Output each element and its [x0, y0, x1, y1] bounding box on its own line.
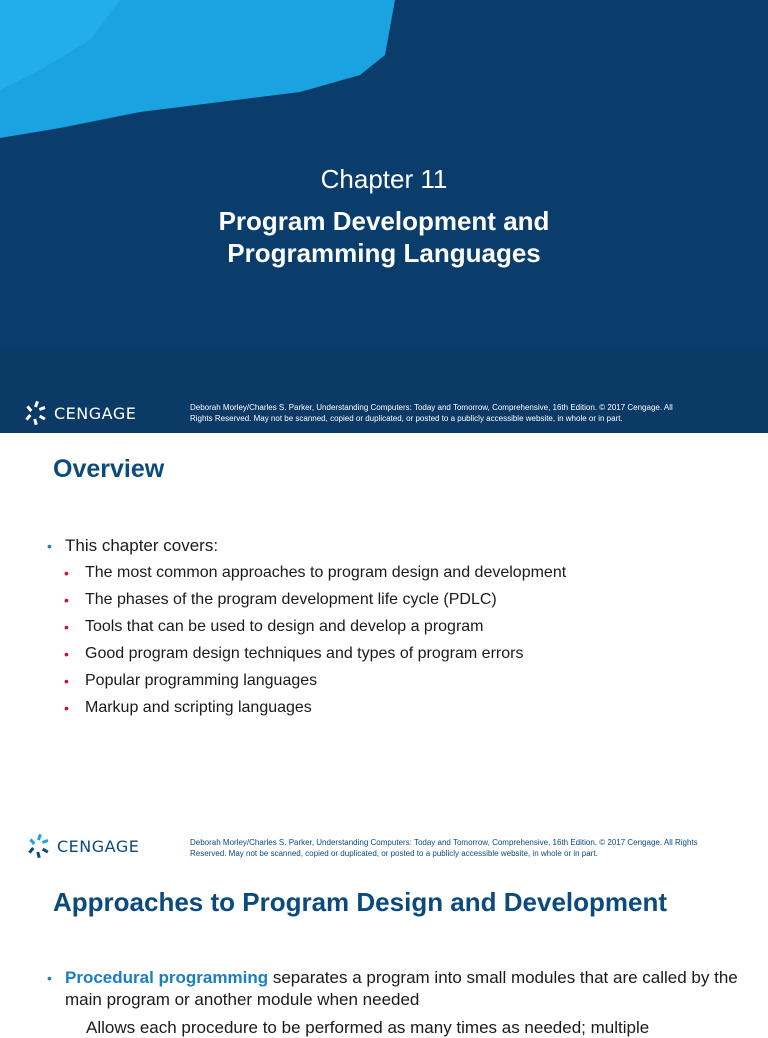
approaches-slide [0, 866, 768, 1037]
cengage-logo [26, 401, 136, 425]
procedural-description: separates a program into small modules that are called by the main program or another module when needed [65, 968, 738, 1009]
logo-wordmark: CENGAGE [57, 836, 140, 856]
logo-wordmark: CENGAGE [54, 403, 137, 423]
list-item: • Popular programming languages [64, 671, 566, 698]
bullet-icon: • [64, 673, 69, 689]
list-item [47, 967, 747, 1011]
cengage-logo-icon [26, 401, 48, 425]
copyright-line1: Deborah Morley/Charles S. Parker, Understanding Computers: Today and Tomorrow, Comprehensive, 16th Edition. © 2017 Cengage. All [190, 403, 673, 412]
list-item [47, 536, 218, 556]
list-item: • The most common approaches to program design and development [64, 563, 566, 590]
copyright-line2: Reserved. May not be scanned, copied or duplicated, or posted to a publicly accessible website, in whole or in part. [190, 849, 598, 858]
copyright-line1: Deborah Morley/Charles S. Parker, Understanding Computers: Today and Tomorrow, Comprehensive, 16th Edition. © 2017 Cengage. All Rights [190, 838, 698, 847]
intro-bullet-text: This chapter covers: [65, 536, 219, 555]
chapter-label: Chapter 11 [320, 164, 448, 194]
bullet-icon: • [64, 565, 69, 581]
bullet-icon: • [64, 619, 69, 635]
bullet-icon: • [64, 700, 69, 716]
copyright-footer [190, 402, 735, 424]
procedural-term: Procedural programming [65, 968, 269, 987]
copyright-footer [190, 837, 755, 859]
list-item: • Tools that can be used to design and develop a program [64, 617, 566, 644]
partial-sub-bullet [86, 1018, 686, 1037]
chapter-title-line1: Program Development and [218, 206, 550, 236]
bullet-icon: • [64, 646, 69, 662]
bullet-icon: • [47, 538, 52, 554]
slide-heading: Approaches to Program Design and Development [53, 887, 668, 917]
topic-list [64, 563, 566, 725]
slide-heading: Overview [53, 455, 165, 483]
list-item: • The phases of the program development life cycle (PDLC) [64, 590, 566, 617]
overview-slide [0, 433, 768, 866]
procedural-text [65, 967, 747, 1011]
cengage-logo [29, 834, 139, 858]
cengage-logo-icon [29, 834, 51, 858]
list-item: • Good program design techniques and types of program errors [64, 644, 566, 671]
chapter-title-line2: Programming Languages [227, 238, 541, 268]
list-item: • Markup and scripting languages [64, 698, 566, 725]
bullet-icon: • [64, 592, 69, 608]
chapter-title [0, 205, 768, 269]
copyright-line2: Rights Reserved. May not be scanned, copied or duplicated, or posted to a publicly accessible website, in whole or in part. [190, 414, 623, 423]
bullet-icon: • [47, 970, 52, 986]
title-slide [0, 0, 768, 433]
partial-sub-bullet-text: Allows each procedure to be performed as many times as needed; multiple [86, 1018, 650, 1037]
